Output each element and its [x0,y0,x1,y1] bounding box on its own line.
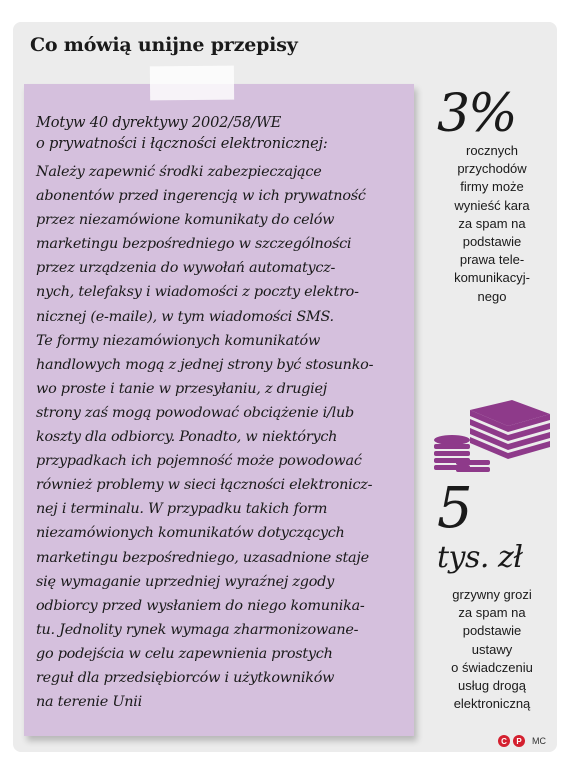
stat2-description: grzywny grozi za spam na podstawie ustawy o świadczeniu usług drogą elektroniczną [451,587,533,712]
coin-top [434,435,470,445]
brand-credit [498,735,546,747]
stat1-value: 3% [437,84,516,144]
quote-note [24,84,414,736]
stat1-description: rocznych przychodów firmy może wynieść kara za spam na podstawie prawa tele- komunikacyj- nego [454,143,530,304]
logo-p-icon: P [513,735,525,747]
stat-fine-amount [437,478,547,713]
stat2-value: 5 [437,476,471,541]
note-heading-line2: o prywatności i łączności elektronicznej: [36,135,328,152]
tape-strip [150,66,234,101]
note-heading-line1: Motyw 40 dyrektywy 2002/58/WE [36,114,282,131]
page-title: Co mówią unijne przepisy [30,34,298,56]
stat2-unit: tys. zł [437,540,523,575]
logo-c-icon: C [498,735,510,747]
note-content [36,112,404,714]
note-body: Należy zapewnić środki zabezpieczające abonentów przed ingerencją w ich prywatność przez niezamówione komunikaty do celów marketingu bezpośredniego w szczególności przez urządzenia do wywołań automatycz- nych, telefaksy i wiadomości z poczty elektro- nicznej (e-maile), w tym wiadomości SMS. Te formy niezamówionych komunikatów handlowych mogą z jednej strony być stosunko- wo proste i tanie w przesyłaniu, z drugiej strony zaś mogą powodować obciążenie i/lub koszty dla odbiorcy. Ponadto, w niektórych przypadkach ich pojemność może powodować również problemy w sieci łączności elektronicz- nej i terminalu. W przypadku takich form niezamówionych komunikatów dotyczących marketingu bezpośredniego, uzasadnione staje się wymaganie uprzedniej wyraźnej zgody odbiorcy przed wysłaniem do niego komunika- tu. Jednolity rynek wymaga zharmonizowane- go podejścia w celu zapewnienia prostych reguł dla przedsiębiorców i użytkowników na terenie Unii [36,164,374,711]
stat-penalty-percent [437,86,547,306]
money-stack-icon [430,398,554,476]
author-initials: MC [532,736,546,746]
note-heading [36,112,404,154]
